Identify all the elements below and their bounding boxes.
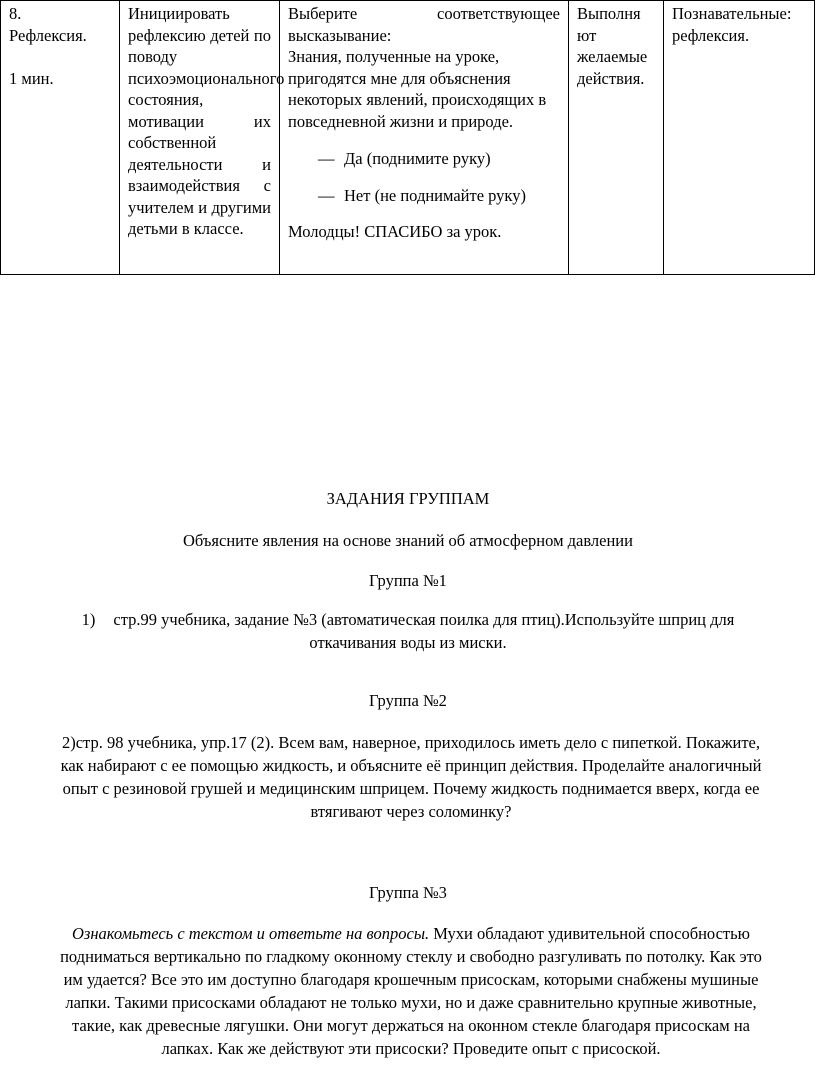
group2-task [26, 731, 796, 823]
section-subheading: Объясните явления на основе знаний об атмосферном давлении [183, 531, 633, 550]
activity-statement: Знания, полученные на уроке, пригодятся мне для объяснения некоторых явлений, происходящих в повседневной жизни и природе. [288, 47, 547, 131]
group3-line: подниматься вертикально по гладкому оконному стеклу и свободно разгуливать по потолку. Как это [60, 947, 762, 966]
uud-cell [664, 1, 815, 275]
option-yes [288, 148, 560, 170]
activity-closing: Молодцы! СПАСИБО за урок. [288, 222, 502, 241]
stage-cell [1, 1, 120, 275]
group3-line: им удается? Все это им доступно благодаря крошечным присоскам, которыми снабжены мушиные [63, 970, 759, 989]
actions-line: ют [577, 25, 597, 45]
group3-line: лапки. Такими присосками обладают не только мухи, но и даже сравнительно крупные животные, [65, 993, 757, 1012]
group1-title: Группа №1 [369, 571, 447, 590]
group2-line: 2)стр. 98 учебника, упр.17 (2). Всем вам, наверное, приходилось иметь дело с пипеткой. Покажите, [61, 733, 761, 752]
student-actions-cell [569, 1, 664, 275]
group1-task-line2: откачивания воды из миски. [309, 633, 507, 652]
option-no-label: Нет (не поднимайте руку) [344, 185, 526, 205]
section-heading: ЗАДАНИЯ ГРУППАМ [326, 489, 490, 508]
activity-intro: Выберите соответствующее высказывание: [288, 4, 560, 45]
group3-line [26, 922, 796, 945]
group2-line: как набирают с ее помощью жидкость, и объясните её принцип действия. Проделайте аналогичный [60, 756, 762, 775]
option-no [288, 185, 560, 207]
group3-line: лапках. Как же действуют эти присоски? Проведите опыт с присоской. [161, 1039, 661, 1058]
group2-line: втягивают через соломинку? [310, 802, 512, 821]
group3-task [26, 922, 796, 1060]
uud-line: рефлексия. [672, 25, 750, 45]
group1-task-text: стр.99 учебника, задание №3 (автоматическая поилка для птиц).Используйте шприц для [113, 610, 735, 629]
uud-line: Познавательные: [672, 4, 792, 23]
group1-task-number: 1) [81, 610, 96, 629]
group3-line-text: Мухи обладают удивительной способностью [429, 924, 750, 943]
group3-title: Группа №3 [369, 883, 447, 902]
dash-mark: — [318, 185, 335, 205]
activity-cell [280, 1, 569, 275]
goal-cell [120, 1, 285, 275]
option-yes-label: Да (поднимите руку) [344, 149, 491, 168]
group1-task-line [0, 609, 816, 631]
actions-line: Выполня [577, 4, 641, 23]
actions-line: действия. [577, 68, 645, 88]
lesson-plan-table [0, 0, 815, 275]
group3-instruction: Ознакомьтесь с текстом и ответьте на вопросы. [72, 924, 430, 943]
table-row [1, 1, 815, 275]
actions-line: желаемые [577, 47, 648, 66]
stage-number: 8. [9, 4, 22, 23]
goal-text: Инициировать рефлексию детей по поводу психоэмоционального состояния, мотивации их собственной деятельности и взаимодействия с учителем и другими детьми в классе. [128, 4, 285, 238]
dash-mark: — [318, 149, 335, 168]
group2-title: Группа №2 [369, 691, 447, 710]
stage-time: 1 мин. [9, 69, 54, 88]
group3-line: такие, как древесные лягушки. Они могут держаться на оконном стекле благодаря присоскам на [72, 1016, 750, 1035]
stage-title: Рефлексия. [9, 25, 87, 45]
group2-line: опыт с резиновой грушей и медицинским шприцем. Почему жидкость поднимается вверх, когда ее [62, 779, 760, 798]
